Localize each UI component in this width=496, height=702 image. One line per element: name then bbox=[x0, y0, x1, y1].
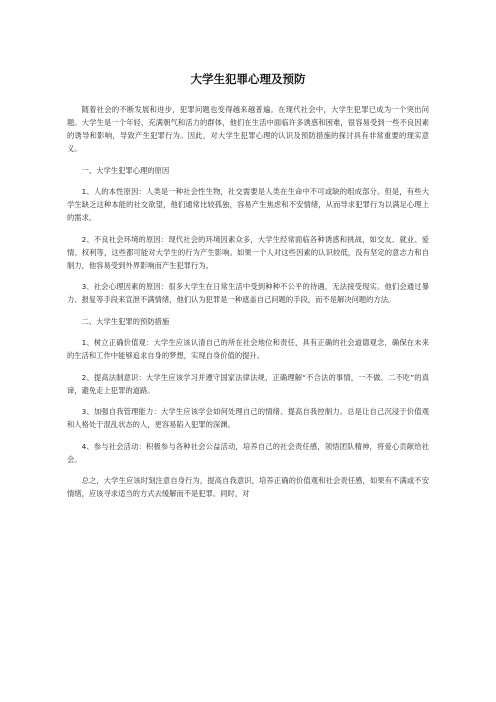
intro-paragraph: 随着社会的不断发展和进步，犯罪问题也变得越来越普遍。在现代社会中，大学生犯罪已成为一个突出问题。大学生是一个年轻、充满朝气和活力的群体，他们在生活中面临许多诱惑和困难，很容易受到一些不良因素的诱导和影响，导致产生犯罪行为。因此，对大学生犯罪心理的认识及预防措施的探讨具有非常重要的现实意义。 bbox=[67, 105, 429, 153]
section-heading-causes: 一、大学生犯罪心理的原因 bbox=[81, 165, 170, 175]
cause-paragraph-2: 2、不良社会环境的原因：现代社会的环境因素众多，大学生经常面临各种诱惑和挑战，如交友、就业、爱情、权利等，这些都可能对大学生的行为产生影响。如果一个人对这些因素的认识较低，没有坚定的意志力和自制力，他容易受到外界影响而产生犯罪行为。 bbox=[67, 234, 429, 270]
cause-paragraph-3: 3、社会心理因素的原因：很多大学生在日常生活中受到种种不公平的待遇，无法接受现实。他们会通过暴力、报复等手段来宣泄不满情绪，他们认为犯罪是一种遮盖自己问题的手段，而不是解决问题的方法。 bbox=[67, 282, 429, 304]
prevention-paragraph-1: 1、树立正确价值观：大学生应该认清自己的所在社会地位和责任，具有正确的社会道德观念，确保在未来的生活和工作中能够追求自身的梦想，实现自身价值的提升。 bbox=[67, 338, 429, 360]
document-body bbox=[67, 103, 429, 509]
document-title: 大学生犯罪心理及预防 bbox=[190, 72, 306, 86]
section-heading-prevention: 二、大学生犯罪的预防措施 bbox=[81, 316, 170, 326]
cause-paragraph-1: 1、人的本性原因：人类是一种社会性生物，社交需要是人类在生命中不可或缺的组成部分。但是，有些大学生缺乏这种本能的社交欲望，他们通常比较孤独，容易产生焦虑和不安情绪，从而导求犯罪行为以满足心理上的需求。 bbox=[67, 187, 429, 222]
prevention-paragraph-4: 4、参与社会活动：积极参与各种社会公益活动，培养自己的社会责任感，领悟团队精神，将爱心贡献给社会。 bbox=[67, 441, 429, 464]
prevention-paragraph-3: 3、加强自我管理能力：大学生应该学会如何处理自己的情绪、提高自我控制力。总是让自己沉浸于价值观和人格处于混乱状态的人，更容易陷入犯罪的深渊。 bbox=[67, 407, 429, 429]
conclusion-paragraph: 总之，大学生应该时刻注意自身行为，提高自我意识，培养正确的价值观和社会责任感，如果有不满或不安情绪，应该寻求适当的方式去缓解而不是犯罪。同时，对 bbox=[67, 476, 429, 498]
prevention-paragraph-2: 2、提高法制意识：大学生应该学习并遵守国家法律法规，正确理解“不合法的事情，一不做、二不吃”的真谛，避免走上犯罪的道路。 bbox=[67, 372, 429, 395]
